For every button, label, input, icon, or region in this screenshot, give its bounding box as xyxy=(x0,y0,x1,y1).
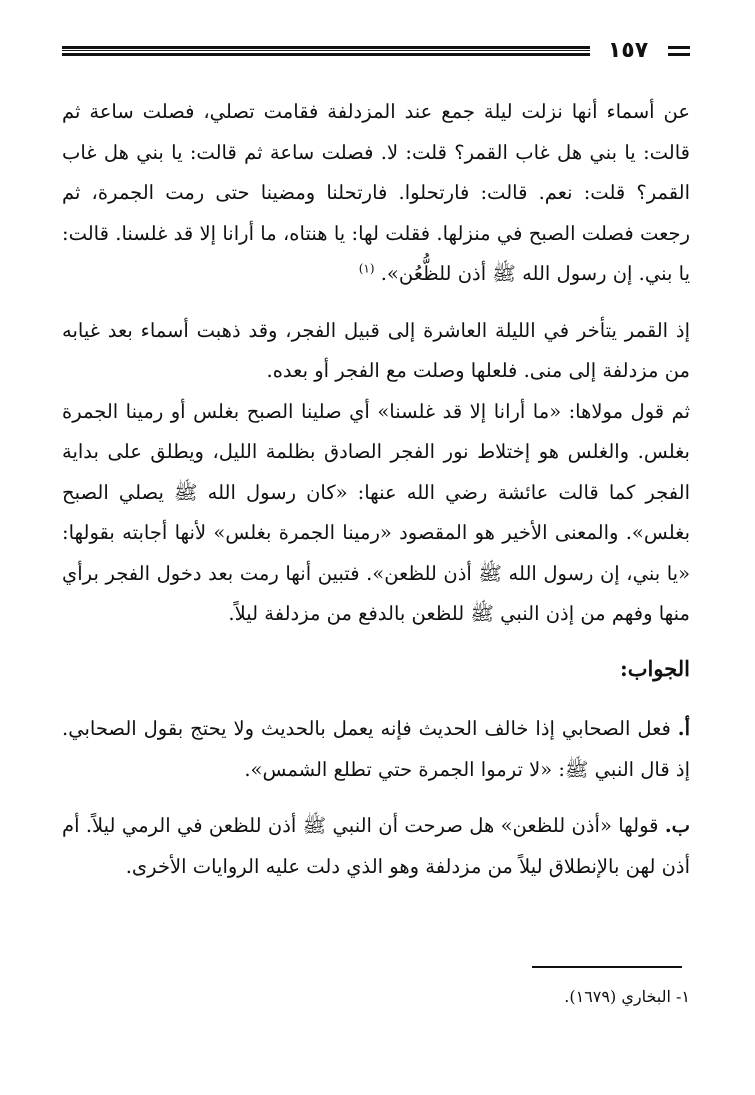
answer-heading: الجواب: xyxy=(620,655,690,681)
explanation-paragraph: ثم قول مولاها: «ما أرانا إلا قد غلسنا» أي صلينا الصبح بغلس أو رمينا الجمرة بغلس. والغلس هو إختلاط نور الفجر الصادق بظلمة الليل، ويطلق على بداية الفجر كما قالت عائشة رضي الله عنها: «كان رسول الله ﷺ يصلي الصبح بغلس». والمعنى الأخير هو المقصود «رمينا الجمرة بغلس» لأنها أجابته بقولها: «يا بني، إن رسول الله ﷺ أذن للظعن». فتبين أنها رمت بعد دخول الفجر برأي منها وفهم من إذن النبي ﷺ للظعن بالدفع من مزدلفة ليلاً. xyxy=(62,399,690,625)
body-text xyxy=(62,92,690,887)
answer-b-marker: ب. xyxy=(664,814,690,837)
hadith-paragraph xyxy=(62,92,690,295)
header-rule-left xyxy=(62,46,590,56)
hadith-text: عن أسماء أنها نزلت ليلة جمع عند المزدلفة فقامت تصلي، فصلت ساعة ثم قالت: يا بني هل غاب القمر؟ قلت: لا. فصلت ساعة ثم قالت: يا بني هل غاب القمر؟ قلت: نعم. قالت: فارتحلوا. فارتحلنا ومضينا حتى رمت الجمرة، ثم رجعت فصلت الصبح في منزلها. فقلت لها: يا هنتاه، ما أرانا إلا قد غلسنا. قالت: يا بني. إن رسول الله ﷺ أذن للظُّعُن». xyxy=(62,100,690,285)
page-header xyxy=(62,38,690,68)
answer-b-paragraph xyxy=(62,806,690,887)
footnote: ١- البخاري (١٦٧٩). xyxy=(564,987,690,1006)
moon-paragraph: إذ القمر يتأخر في الليلة العاشرة إلى قبيل الفجر، وقد ذهبت أسماء بعد غيابه من مزدلفة إلى منى. فلعلها وصلت مع الفجر أو بعده. xyxy=(62,318,690,382)
answer-a-marker: أ. xyxy=(677,717,690,740)
header-rule-right xyxy=(668,46,690,56)
footnote-reference: (١) xyxy=(358,261,375,276)
answer-a-paragraph xyxy=(62,709,690,790)
page-number: ١٥٧ xyxy=(607,38,649,63)
footnote-separator xyxy=(532,966,682,968)
answer-a-text: فعل الصحابي إذا خالف الحديث فإنه يعمل بالحديث ولا يحتج بقول الصحابي. إذ قال النبي ﷺ: «لا ترموا الجمرة حتي تطلع الشمس». xyxy=(62,717,690,781)
answer-b-text: قولها «أذن للظعن» هل صرحت أن النبي ﷺ أذن للظعن في الرمي ليلاً. أم أذن لهن بالإنطلاق ليلاً من مزدلفة وهو الذي دلت عليه الروايات الأخرى. xyxy=(62,814,690,878)
